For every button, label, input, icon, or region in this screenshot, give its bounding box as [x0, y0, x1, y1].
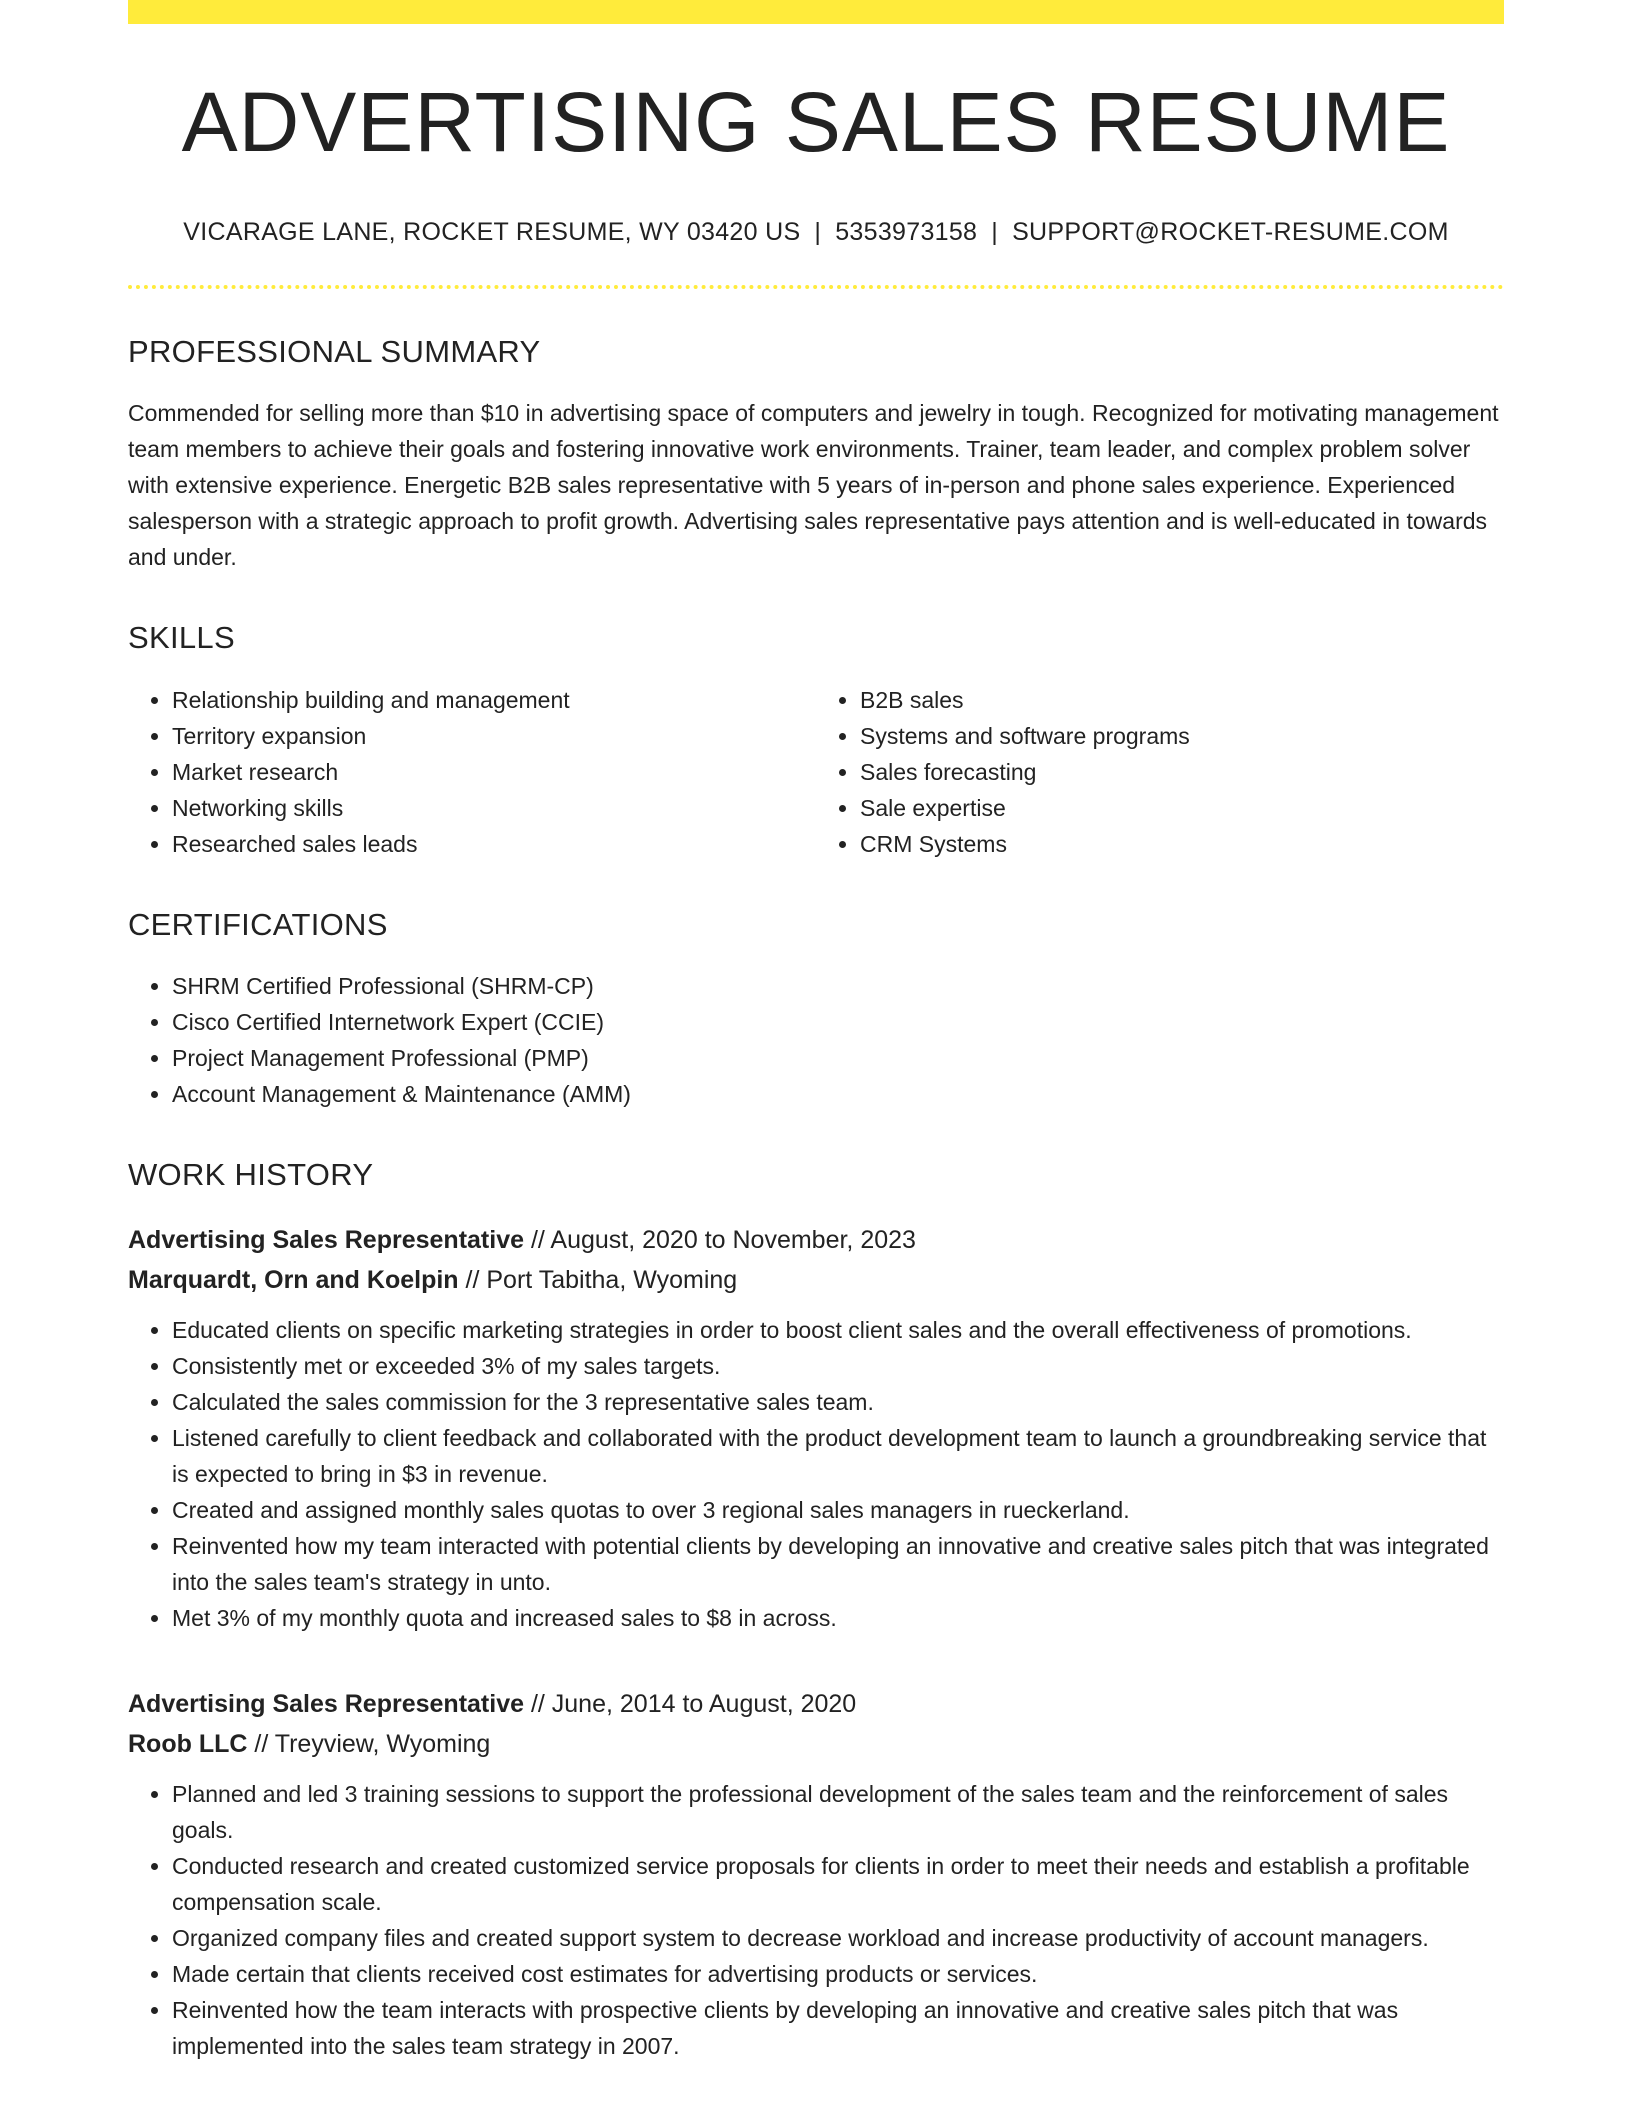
job-dates: // June, 2014 to August, 2020 — [524, 1689, 857, 1718]
skill-item: • CRM Systems — [860, 826, 1504, 862]
summary-text: Commended for selling more than $10 in advertising space of computers and jewelry in tough. Recognized for motivating management team members to achieve their goals and fostering innovative work environments. Trainer, team leader, and complex problem solver with extensive experience. Energetic B2B sales representative with 5 years of in-person and phone sales experience. Experienced salesperson with a strategic approach to profit growth. Advertising sales representative pays attention and is well-educated in towards and under. — [128, 400, 1499, 571]
contact-separator: | — [814, 218, 822, 247]
skill-item: • Networking skills — [172, 790, 816, 826]
job-location: // Treyview, Wyoming — [247, 1729, 491, 1758]
job-company-line — [128, 1724, 1504, 1764]
contact-email: SUPPORT@ROCKET-RESUME.COM — [1012, 218, 1449, 247]
skill-item: • Sales forecasting — [860, 754, 1504, 790]
job-company: Roob LLC — [128, 1729, 248, 1758]
job-bullet: • Calculated the sales commission for the 3 representative sales team. — [172, 1384, 1504, 1420]
job-bullet: • Planned and led 3 training sessions to support the professional development of the sales team and the reinforcement of sales goals. — [172, 1776, 1504, 1848]
skills-right-list — [816, 682, 1504, 862]
certification-item: • Cisco Certified Internetwork Expert (CCIE) — [172, 1004, 1504, 1040]
skill-item: • B2B sales — [860, 682, 1504, 718]
certification-item: • Project Management Professional (PMP) — [172, 1040, 1504, 1076]
skill-item: • Researched sales leads — [172, 826, 816, 862]
job-title-line — [128, 1684, 1504, 1724]
contact-address: VICARAGE LANE, ROCKET RESUME, WY 03420 US — [183, 218, 801, 247]
resume-title: ADVERTISING SALES RESUME — [181, 75, 1451, 169]
job-bullets — [128, 1312, 1504, 1636]
job-dates: // August, 2020 to November, 2023 — [524, 1225, 916, 1254]
dotted-divider — [128, 285, 1504, 289]
skill-item: • Territory expansion — [172, 718, 816, 754]
job-company: Marquardt, Orn and Koelpin — [128, 1265, 459, 1294]
work-history-heading: WORK HISTORY — [128, 1156, 374, 1192]
certification-item: • SHRM Certified Professional (SHRM-CP) — [172, 968, 1504, 1004]
certifications-heading: CERTIFICATIONS — [128, 906, 388, 942]
job-bullet: • Made certain that clients received cost estimates for advertising products or services. — [172, 1956, 1504, 1992]
accent-bar — [128, 0, 1504, 24]
job-company-line — [128, 1260, 1504, 1300]
job-bullet: • Reinvented how the team interacts with prospective clients by developing an innovative and creative sales pitch that was implemented into the sales team strategy in 2007. — [172, 1992, 1504, 2064]
contact-line — [128, 218, 1504, 247]
summary-heading: PROFESSIONAL SUMMARY — [128, 334, 541, 370]
job-bullet: • Created and assigned monthly sales quotas to over 3 regional sales managers in rueckerland. — [172, 1492, 1504, 1528]
certifications-list — [128, 968, 1504, 1112]
skills-left-list — [128, 682, 816, 862]
skill-item: • Systems and software programs — [860, 718, 1504, 754]
skill-item: • Market research — [172, 754, 816, 790]
job-bullet: • Reinvented how my team interacted with potential clients by developing an innovative and creative sales pitch that was integrated into the sales team's strategy in unto. — [172, 1528, 1504, 1600]
skill-item: • Sale expertise — [860, 790, 1504, 826]
job-bullet: • Organized company files and created support system to decrease workload and increase productivity of account managers. — [172, 1920, 1504, 1956]
job-bullets — [128, 1776, 1504, 2064]
skill-item: • Relationship building and management — [172, 682, 816, 718]
job-bullet: • Listened carefully to client feedback and collaborated with the product development team to launch a groundbreaking service that is expected to bring in $3 in revenue. — [172, 1420, 1504, 1492]
job-location: // Port Tabitha, Wyoming — [458, 1265, 738, 1294]
certification-item: • Account Management & Maintenance (AMM) — [172, 1076, 1504, 1112]
contact-separator: | — [991, 218, 999, 247]
contact-phone: 5353973158 — [835, 218, 978, 247]
job-bullet: • Educated clients on specific marketing strategies in order to boost client sales and the overall effectiveness of promotions. — [172, 1312, 1504, 1348]
job-title: Advertising Sales Representative — [128, 1225, 524, 1254]
resume-page — [128, 0, 1504, 2064]
skills-columns — [128, 682, 1504, 862]
job-bullet: • Met 3% of my monthly quota and increased sales to $8 in across. — [172, 1600, 1504, 1636]
job-title: Advertising Sales Representative — [128, 1689, 524, 1718]
job-bullet: • Conducted research and created customized service proposals for clients in order to meet their needs and establish a profitable compensation scale. — [172, 1848, 1504, 1920]
job-title-line — [128, 1220, 1504, 1260]
skills-heading: SKILLS — [128, 620, 235, 656]
job-bullet: • Consistently met or exceeded 3% of my sales targets. — [172, 1348, 1504, 1384]
